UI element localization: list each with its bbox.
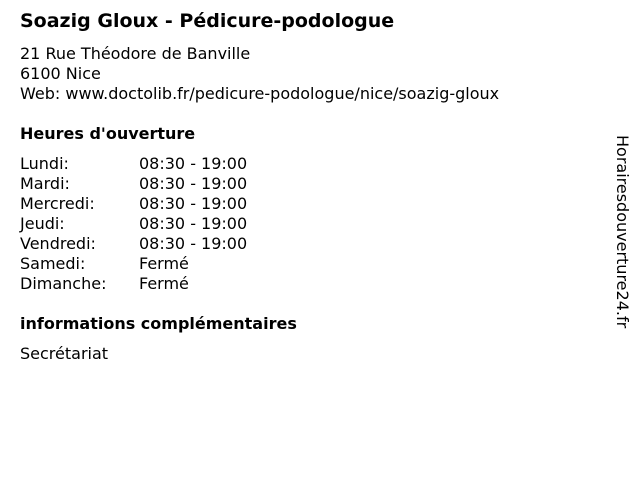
day-label: Mercredi: bbox=[20, 194, 95, 213]
address-street: 21 Rue Théodore de Banville bbox=[20, 44, 251, 63]
day-hours: 08:30 - 19:00 bbox=[139, 214, 248, 233]
additional-info-text: Secrétariat bbox=[20, 344, 109, 363]
business-title: Soazig Gloux - Pédicure-podologue bbox=[20, 10, 395, 32]
day-hours: 08:30 - 19:00 bbox=[139, 194, 248, 213]
day-hours: Fermé bbox=[139, 254, 189, 273]
website-line[interactable]: Web: www.doctolib.fr/pedicure-podologue/nice/soazig-gloux bbox=[20, 84, 500, 103]
day-label: Vendredi: bbox=[20, 234, 96, 253]
address-city: 6100 Nice bbox=[20, 64, 101, 83]
day-hours: Fermé bbox=[139, 274, 189, 293]
day-hours: 08:30 - 19:00 bbox=[139, 234, 248, 253]
day-label: Samedi: bbox=[20, 254, 86, 273]
additional-info-heading: informations complémentaires bbox=[20, 314, 297, 333]
site-watermark: Horairesdouverture24.fr bbox=[613, 135, 632, 329]
day-hours: 08:30 - 19:00 bbox=[139, 174, 248, 193]
day-label: Mardi: bbox=[20, 174, 70, 193]
day-label: Dimanche: bbox=[20, 274, 107, 293]
day-label: Lundi: bbox=[20, 154, 69, 173]
day-hours: 08:30 - 19:00 bbox=[139, 154, 248, 173]
day-label: Jeudi: bbox=[20, 214, 65, 233]
opening-hours-heading: Heures d'ouverture bbox=[20, 124, 196, 143]
